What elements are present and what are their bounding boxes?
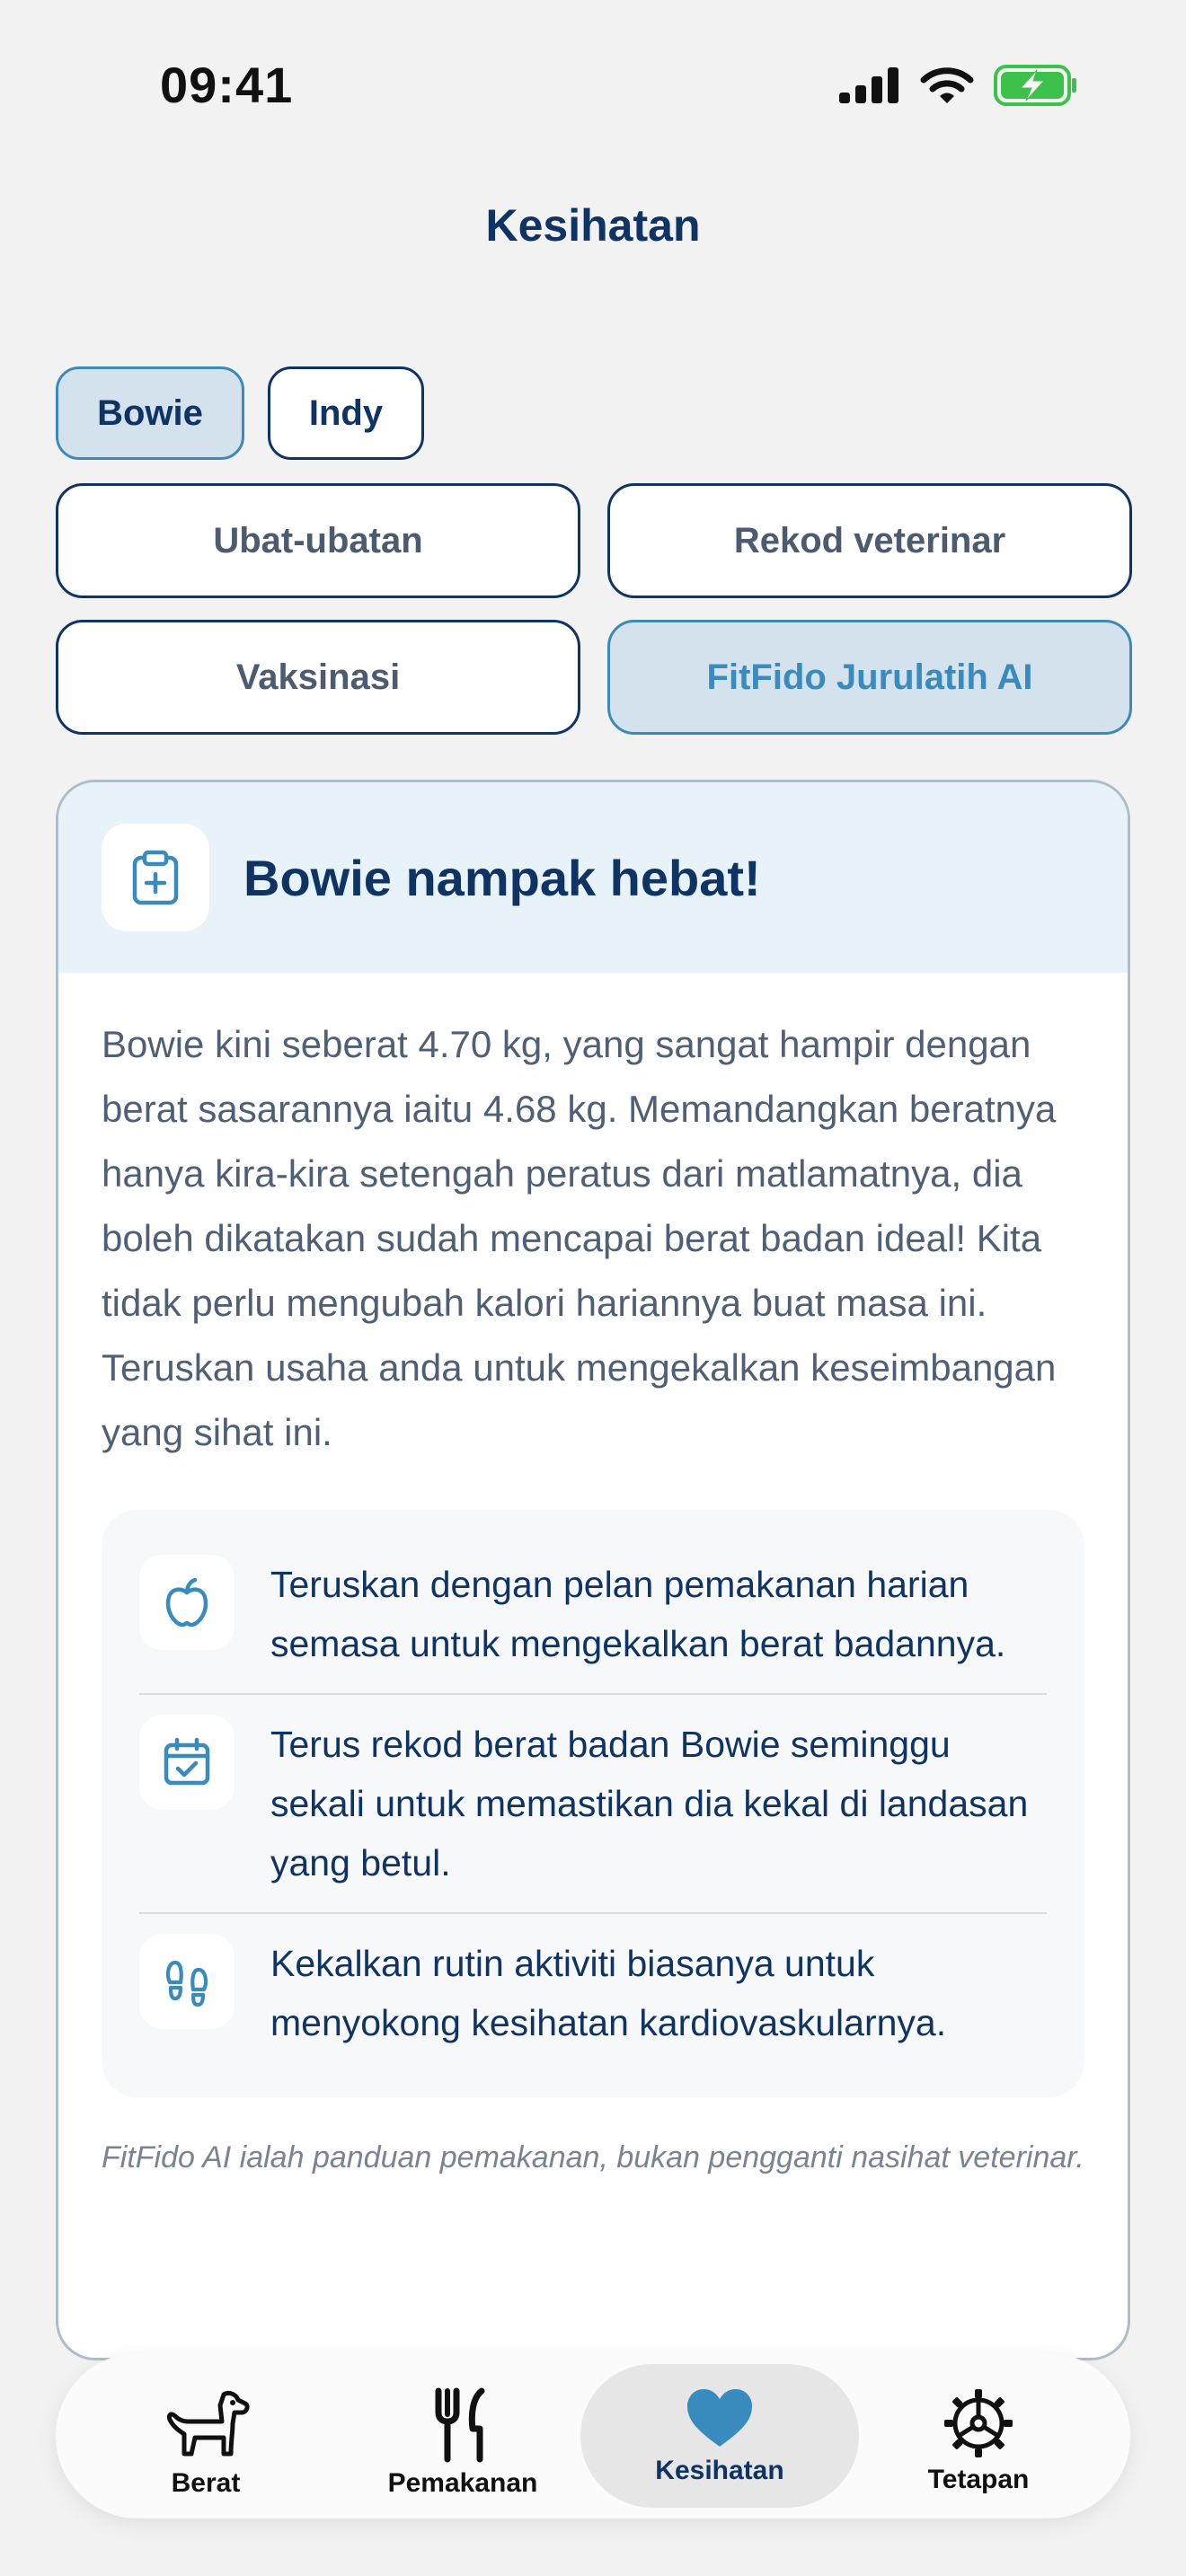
ai-coach-card	[56, 780, 1130, 2360]
apple-icon	[139, 1555, 235, 1650]
page-title: Kesihatan	[485, 200, 701, 251]
list-item	[139, 1535, 1047, 1693]
tips-list	[102, 1510, 1084, 2097]
nav-settings[interactable]	[839, 2364, 1118, 2508]
disclaimer-text: FitFido AI ialah panduan pemakanan, bukan pengganti nasihat veterinar.	[102, 2140, 1084, 2175]
card-summary: Bowie kini seberat 4.70 kg, yang sangat hampir dengan berat sasarannya iaitu 4.68 kg. Memandangkan beratnya hanya kira-kira setengah peratus dari matlamatnya, dia boleh dikatakan sudah mencapai berat badan ideal! Kita tidak perlu mengubah kalori hariannya buat masa ini. Teruskan usaha anda untuk mengekalkan keseimbangan yang sihat ini.	[102, 1023, 1057, 1453]
tab-vaccinations[interactable]: Vaksinasi	[56, 620, 580, 735]
tip-text: Kekalkan rutin aktiviti biasanya untuk menyokong kesihatan kardiovaskularnya.	[270, 1943, 947, 2043]
tip-text: Terus rekod berat badan Bowie seminggu sekali untuk memastikan dia kekal di landasan yang betul.	[270, 1724, 1029, 1883]
nav-label: Kesihatan	[655, 2456, 784, 2485]
fork-knife-icon	[431, 2387, 494, 2463]
nav-weight[interactable]	[66, 2364, 345, 2508]
heart-icon	[686, 2387, 754, 2450]
nav-health[interactable]	[580, 2364, 859, 2508]
tip-text: Teruskan dengan pelan pemakanan harian semasa untuk mengekalkan berat badannya.	[270, 1564, 1006, 1664]
bottom-tab-bar	[56, 2353, 1130, 2519]
tab-ai-coach[interactable]: FitFido Jurulatih AI	[607, 620, 1132, 735]
wifi-icon	[920, 66, 974, 105]
list-item	[139, 1693, 1047, 1912]
footprints-icon	[139, 1934, 235, 2029]
cellular-signal-icon	[839, 67, 900, 103]
pet-chip-bowie[interactable]: Bowie	[56, 366, 244, 460]
dog-icon	[161, 2387, 251, 2463]
calendar-check-icon	[139, 1715, 235, 1810]
pet-chip-indy[interactable]: Indy	[268, 366, 424, 460]
nav-label: Pemakanan	[387, 2468, 538, 2498]
list-item	[139, 1912, 1047, 2072]
tab-medications[interactable]: Ubat-ubatan	[56, 483, 580, 598]
card-title: Bowie nampak hebat!	[243, 849, 761, 906]
nav-label: Tetapan	[927, 2465, 1030, 2494]
nav-nutrition[interactable]	[323, 2364, 602, 2508]
status-time: 09:41	[160, 57, 294, 113]
status-icons	[839, 65, 1078, 106]
tab-vet-records[interactable]: Rekod veterinar	[607, 483, 1132, 598]
clipboard-plus-icon	[102, 824, 209, 931]
gear-icon	[943, 2387, 1014, 2459]
battery-charging-icon	[994, 65, 1078, 106]
card-header	[58, 782, 1128, 973]
nav-label: Berat	[171, 2468, 241, 2498]
